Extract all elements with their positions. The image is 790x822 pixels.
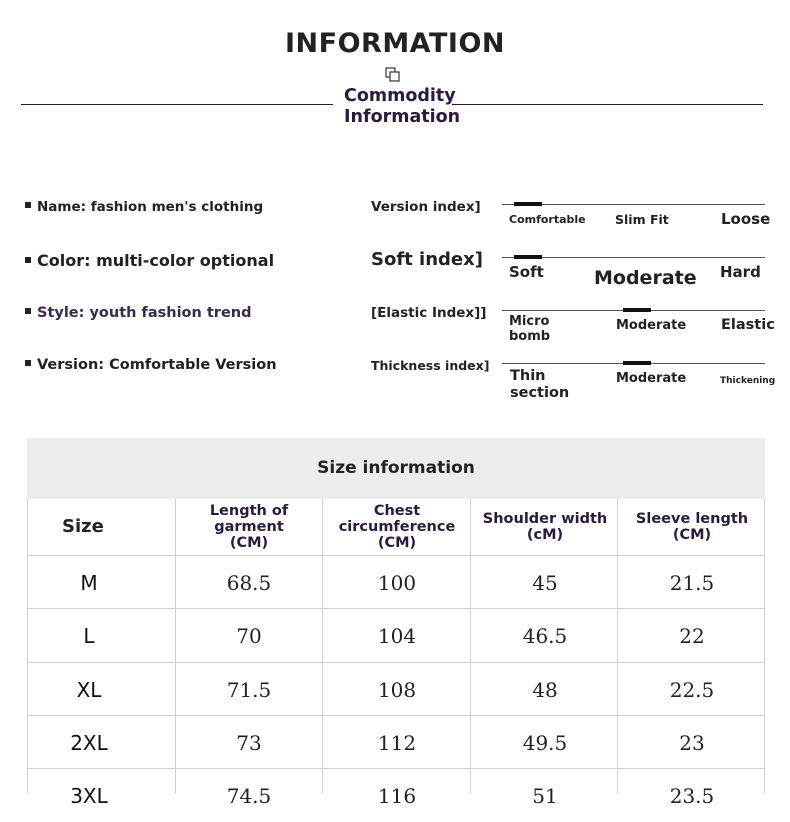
table-column-divider [470, 499, 471, 793]
shoulder-cell: 48 [532, 677, 558, 702]
divider-right [452, 104, 763, 105]
shoulder-cell: 45 [532, 570, 558, 595]
size-table-title: Size information [317, 458, 475, 478]
thickness-option-moderate: Moderate [616, 371, 687, 386]
sleeve-cell: 23.5 [669, 783, 715, 808]
table-row [27, 662, 765, 716]
length-cell: 74.5 [226, 783, 272, 808]
column-header-length: Length of garment (CM) [209, 503, 289, 551]
page-title: INFORMATION [284, 28, 505, 59]
size-cell: M [80, 570, 98, 595]
table-border-left [27, 499, 28, 793]
chest-cell: 104 [377, 624, 417, 648]
column-header-sleeve: Sleeve length (CM) [635, 511, 749, 543]
bullet-icon [25, 308, 31, 314]
size-cell: 2XL [70, 730, 108, 755]
size-cell: L [83, 624, 95, 648]
sleeve-cell: 21.5 [669, 570, 715, 595]
table-row [27, 555, 765, 609]
shoulder-cell: 46.5 [522, 624, 568, 648]
thickness-option-thickening: Thickening [720, 376, 776, 386]
bullet-icon [25, 360, 31, 366]
sleeve-cell: 22.5 [669, 677, 715, 702]
size-table-header [27, 438, 765, 499]
thickness-scale-marker [623, 361, 651, 365]
shoulder-cell: 49.5 [522, 730, 568, 755]
soft-option-moderate: Moderate [594, 267, 697, 289]
version-option-comfortable: Comfortable [509, 213, 586, 226]
subtitle-line-1: Commodity [344, 86, 456, 106]
version-option-slim-fit: Slim Fit [615, 212, 669, 227]
soft-option-soft: Soft [509, 263, 544, 281]
sleeve-cell: 22 [679, 624, 705, 648]
chest-cell: 116 [377, 783, 417, 808]
sleeve-cell: 23 [679, 730, 705, 755]
shoulder-cell: 51 [532, 783, 558, 808]
subtitle-line-2: Information [344, 107, 461, 127]
attribute-style: Style: youth fashion trend [25, 305, 251, 321]
divider-left [21, 104, 333, 105]
elastic-scale-marker [623, 308, 651, 312]
thickness-option-thin-section: Thin section [510, 368, 570, 401]
length-cell: 73 [236, 730, 262, 755]
version-scale-marker [514, 202, 542, 206]
length-cell: 70 [236, 624, 262, 648]
size-cell: 3XL [70, 783, 108, 808]
version-index-label: Version index] [371, 199, 481, 215]
column-header-chest: Chest circumference (CM) [338, 503, 456, 551]
table-column-divider [175, 499, 176, 793]
column-header-shoulder: Shoulder width (cM) [482, 511, 608, 543]
attribute-color: Color: multi-color optional [25, 251, 274, 270]
length-cell: 68.5 [226, 570, 272, 595]
size-cell: XL [76, 677, 102, 702]
thickness-index-label: Thickness index] [371, 358, 490, 373]
soft-scale-marker [514, 255, 542, 259]
attribute-name: Name: fashion men's clothing [25, 199, 263, 215]
table-row [27, 715, 765, 769]
length-cell: 71.5 [226, 677, 272, 702]
table-border-right [764, 499, 765, 793]
table-column-divider [322, 499, 323, 793]
chest-cell: 112 [377, 730, 417, 755]
soft-index-label: Soft index] [371, 249, 483, 270]
version-option-loose: Loose [721, 210, 771, 228]
bullet-icon [25, 202, 31, 208]
table-row [27, 768, 765, 822]
elastic-option-elastic: Elastic [721, 317, 775, 333]
attribute-version: Version: Comfortable Version [25, 357, 277, 373]
bullet-icon [25, 257, 31, 263]
table-header-row [27, 499, 765, 555]
chest-cell: 100 [377, 570, 417, 595]
elastic-index-label: [Elastic Index]] [371, 305, 487, 321]
column-header-size: Size [62, 516, 104, 537]
chest-cell: 108 [377, 677, 417, 702]
section-subtitle [344, 86, 460, 128]
elastic-option-moderate: Moderate [616, 318, 687, 333]
table-column-divider [617, 499, 618, 793]
table-row [27, 608, 765, 663]
elastic-option-micro-bomb: Micro bomb [509, 314, 551, 344]
soft-option-hard: Hard [720, 263, 761, 281]
copy-icon [385, 67, 400, 82]
